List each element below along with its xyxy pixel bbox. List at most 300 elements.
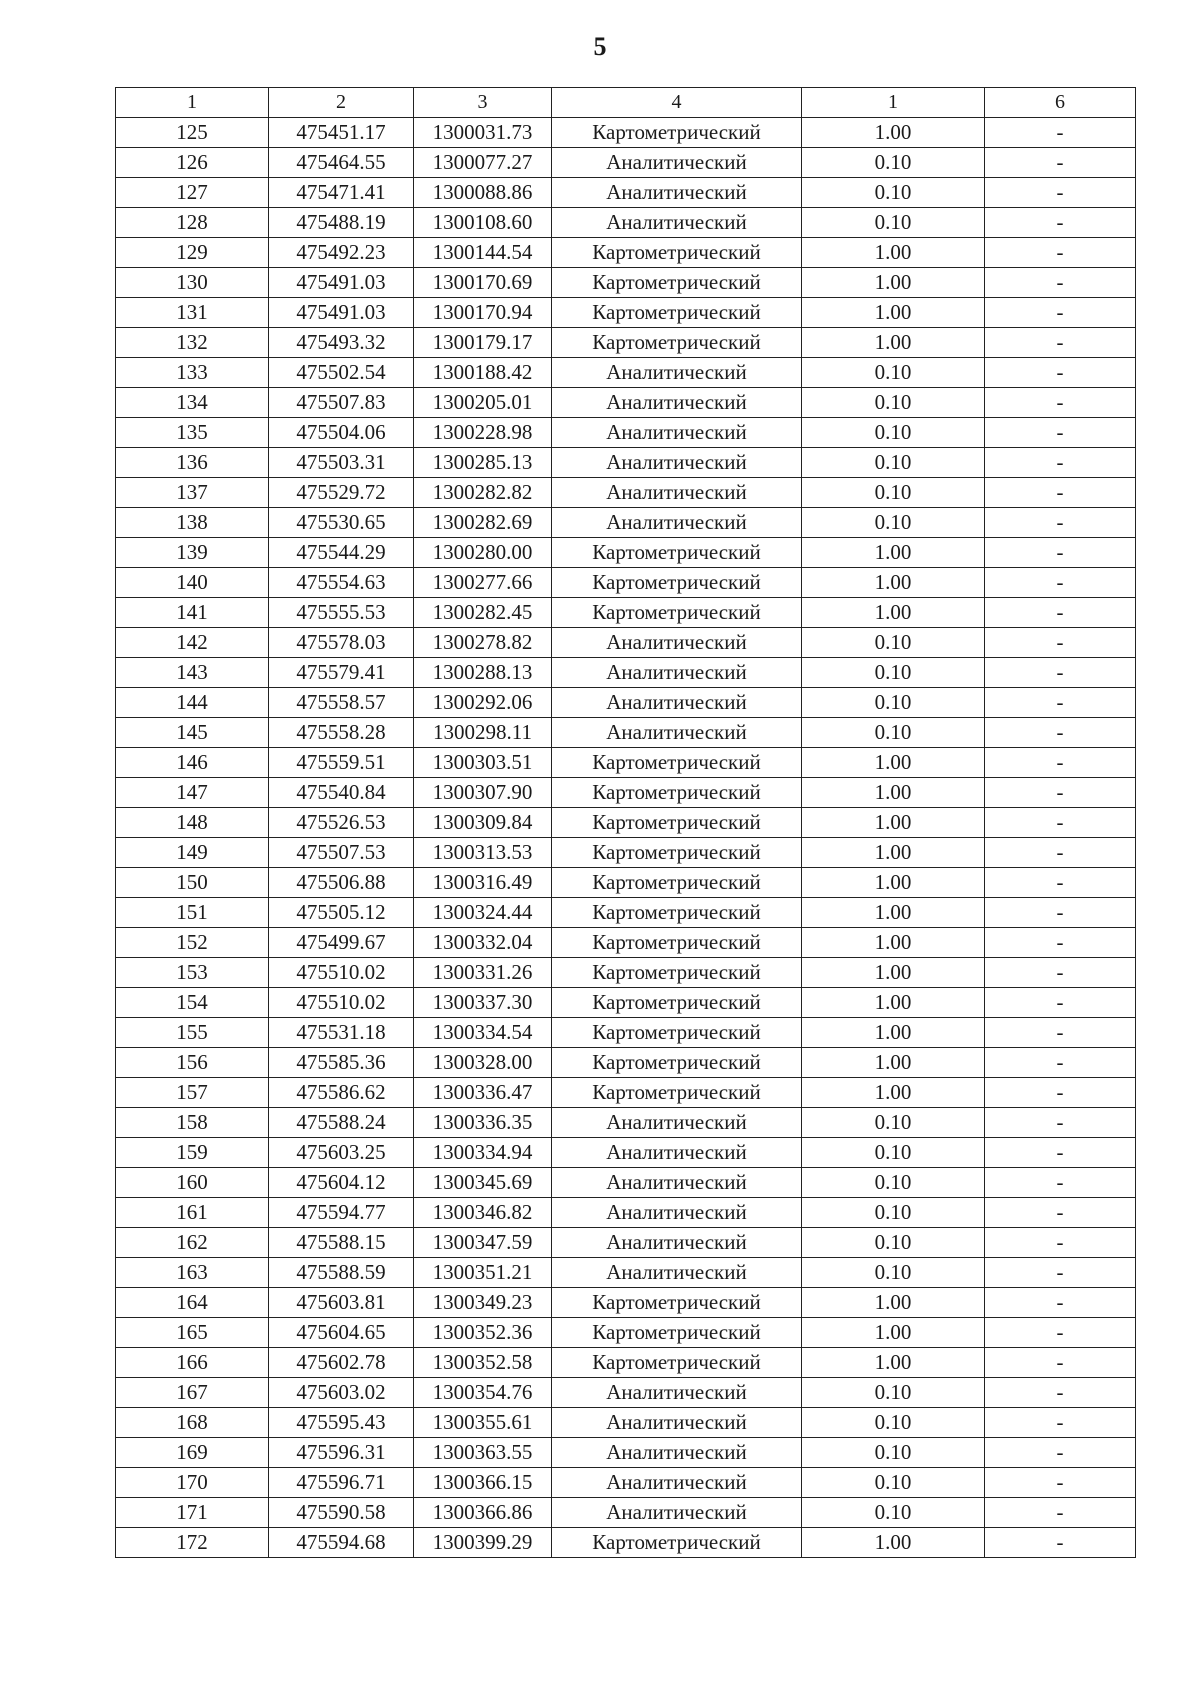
point-number-cell: 129 (116, 238, 269, 268)
table-row (116, 988, 1136, 1018)
x-coordinate-cell: 475491.03 (269, 298, 414, 328)
y-coordinate-cell: 1300324.44 (414, 898, 552, 928)
point-number-cell: 125 (116, 118, 269, 148)
x-coordinate-cell: 475604.65 (269, 1318, 414, 1348)
x-coordinate-cell: 475578.03 (269, 628, 414, 658)
x-coordinate-cell: 475510.02 (269, 958, 414, 988)
method-cell: Аналитический (552, 1138, 802, 1168)
method-cell: Аналитический (552, 1498, 802, 1528)
table-row (116, 1078, 1136, 1108)
y-coordinate-cell: 1300366.15 (414, 1468, 552, 1498)
x-coordinate-cell: 475507.53 (269, 838, 414, 868)
x-coordinate-cell: 475451.17 (269, 118, 414, 148)
table-row (116, 508, 1136, 538)
note-cell: - (985, 838, 1136, 868)
accuracy-cell: 0.10 (802, 718, 985, 748)
x-coordinate-cell: 475492.23 (269, 238, 414, 268)
point-number-cell: 138 (116, 508, 269, 538)
y-coordinate-cell: 1300292.06 (414, 688, 552, 718)
y-coordinate-cell: 1300349.23 (414, 1288, 552, 1318)
note-cell: - (985, 568, 1136, 598)
point-number-cell: 169 (116, 1438, 269, 1468)
x-coordinate-cell: 475493.32 (269, 328, 414, 358)
note-cell: - (985, 1018, 1136, 1048)
x-coordinate-cell: 475588.15 (269, 1228, 414, 1258)
y-coordinate-cell: 1300354.76 (414, 1378, 552, 1408)
method-cell: Аналитический (552, 418, 802, 448)
table-row (116, 298, 1136, 328)
y-coordinate-cell: 1300031.73 (414, 118, 552, 148)
note-cell: - (985, 688, 1136, 718)
method-cell: Аналитический (552, 1108, 802, 1138)
y-coordinate-cell: 1300345.69 (414, 1168, 552, 1198)
table-row (116, 268, 1136, 298)
y-coordinate-cell: 1300277.66 (414, 568, 552, 598)
table-row (116, 178, 1136, 208)
method-cell: Аналитический (552, 388, 802, 418)
accuracy-cell: 0.10 (802, 628, 985, 658)
note-cell: - (985, 118, 1136, 148)
x-coordinate-cell: 475603.25 (269, 1138, 414, 1168)
point-number-cell: 153 (116, 958, 269, 988)
y-coordinate-cell: 1300282.45 (414, 598, 552, 628)
x-coordinate-cell: 475558.28 (269, 718, 414, 748)
y-coordinate-cell: 1300282.69 (414, 508, 552, 538)
table-row (116, 358, 1136, 388)
table-row (116, 898, 1136, 928)
point-number-cell: 139 (116, 538, 269, 568)
table-row (116, 1258, 1136, 1288)
point-number-cell: 170 (116, 1468, 269, 1498)
accuracy-cell: 0.10 (802, 1198, 985, 1228)
note-cell: - (985, 418, 1136, 448)
y-coordinate-cell: 1300355.61 (414, 1408, 552, 1438)
x-coordinate-cell: 475506.88 (269, 868, 414, 898)
point-number-cell: 130 (116, 268, 269, 298)
y-coordinate-cell: 1300399.29 (414, 1528, 552, 1558)
y-coordinate-cell: 1300363.55 (414, 1438, 552, 1468)
x-coordinate-cell: 475596.31 (269, 1438, 414, 1468)
note-cell: - (985, 898, 1136, 928)
note-cell: - (985, 628, 1136, 658)
x-coordinate-cell: 475488.19 (269, 208, 414, 238)
method-cell: Картометрический (552, 868, 802, 898)
point-number-cell: 162 (116, 1228, 269, 1258)
table-row (116, 718, 1136, 748)
method-cell: Картометрический (552, 1078, 802, 1108)
accuracy-cell: 0.10 (802, 1108, 985, 1138)
x-coordinate-cell: 475504.06 (269, 418, 414, 448)
method-cell: Картометрический (552, 328, 802, 358)
y-coordinate-cell: 1300336.47 (414, 1078, 552, 1108)
x-coordinate-cell: 475503.31 (269, 448, 414, 478)
accuracy-cell: 1.00 (802, 748, 985, 778)
method-cell: Картометрический (552, 808, 802, 838)
accuracy-cell: 1.00 (802, 1318, 985, 1348)
accuracy-cell: 1.00 (802, 238, 985, 268)
point-number-cell: 158 (116, 1108, 269, 1138)
point-number-cell: 145 (116, 718, 269, 748)
x-coordinate-cell: 475531.18 (269, 1018, 414, 1048)
accuracy-cell: 1.00 (802, 868, 985, 898)
table-row (116, 1228, 1136, 1258)
accuracy-cell: 1.00 (802, 988, 985, 1018)
y-coordinate-cell: 1300336.35 (414, 1108, 552, 1138)
accuracy-cell: 1.00 (802, 568, 985, 598)
accuracy-cell: 0.10 (802, 508, 985, 538)
accuracy-cell: 1.00 (802, 838, 985, 868)
point-number-cell: 160 (116, 1168, 269, 1198)
point-number-cell: 144 (116, 688, 269, 718)
y-coordinate-cell: 1300346.82 (414, 1198, 552, 1228)
point-number-cell: 142 (116, 628, 269, 658)
method-cell: Аналитический (552, 1438, 802, 1468)
accuracy-cell: 0.10 (802, 388, 985, 418)
page-number: 5 (593, 32, 607, 61)
point-number-cell: 151 (116, 898, 269, 928)
note-cell: - (985, 298, 1136, 328)
y-coordinate-cell: 1300334.94 (414, 1138, 552, 1168)
table-row (116, 1438, 1136, 1468)
method-cell: Картометрический (552, 1528, 802, 1558)
y-coordinate-cell: 1300188.42 (414, 358, 552, 388)
method-cell: Аналитический (552, 1168, 802, 1198)
table-row (116, 118, 1136, 148)
x-coordinate-cell: 475594.77 (269, 1198, 414, 1228)
table-row (116, 628, 1136, 658)
table-row (116, 1408, 1136, 1438)
method-cell: Картометрический (552, 898, 802, 928)
y-coordinate-cell: 1300298.11 (414, 718, 552, 748)
note-cell: - (985, 988, 1136, 1018)
table-row (116, 328, 1136, 358)
method-cell: Аналитический (552, 478, 802, 508)
method-cell: Картометрический (552, 1348, 802, 1378)
method-cell: Аналитический (552, 1378, 802, 1408)
y-coordinate-cell: 1300347.59 (414, 1228, 552, 1258)
y-coordinate-cell: 1300352.36 (414, 1318, 552, 1348)
x-coordinate-cell: 475558.57 (269, 688, 414, 718)
accuracy-cell: 0.10 (802, 1228, 985, 1258)
method-cell: Картометрический (552, 748, 802, 778)
x-coordinate-cell: 475526.53 (269, 808, 414, 838)
method-cell: Аналитический (552, 178, 802, 208)
x-coordinate-cell: 475585.36 (269, 1048, 414, 1078)
accuracy-cell: 1.00 (802, 1288, 985, 1318)
y-coordinate-cell: 1300352.58 (414, 1348, 552, 1378)
point-number-cell: 128 (116, 208, 269, 238)
method-cell: Картометрический (552, 988, 802, 1018)
accuracy-cell: 0.10 (802, 688, 985, 718)
point-number-cell: 132 (116, 328, 269, 358)
table-body (116, 118, 1136, 1558)
x-coordinate-cell: 475603.02 (269, 1378, 414, 1408)
note-cell: - (985, 1078, 1136, 1108)
method-cell: Картометрический (552, 118, 802, 148)
x-coordinate-cell: 475530.65 (269, 508, 414, 538)
point-number-cell: 136 (116, 448, 269, 478)
accuracy-cell: 0.10 (802, 1438, 985, 1468)
table-row (116, 1018, 1136, 1048)
column-header: 1 (116, 88, 269, 118)
point-number-cell: 143 (116, 658, 269, 688)
note-cell: - (985, 1048, 1136, 1078)
accuracy-cell: 0.10 (802, 478, 985, 508)
method-cell: Картометрический (552, 928, 802, 958)
y-coordinate-cell: 1300337.30 (414, 988, 552, 1018)
accuracy-cell: 0.10 (802, 1378, 985, 1408)
accuracy-cell: 0.10 (802, 1408, 985, 1438)
method-cell: Картометрический (552, 598, 802, 628)
table-row (116, 388, 1136, 418)
accuracy-cell: 0.10 (802, 358, 985, 388)
x-coordinate-cell: 475595.43 (269, 1408, 414, 1438)
point-number-cell: 152 (116, 928, 269, 958)
y-coordinate-cell: 1300205.01 (414, 388, 552, 418)
note-cell: - (985, 1198, 1136, 1228)
accuracy-cell: 0.10 (802, 418, 985, 448)
note-cell: - (985, 1288, 1136, 1318)
point-number-cell: 140 (116, 568, 269, 598)
note-cell: - (985, 1108, 1136, 1138)
x-coordinate-cell: 475559.51 (269, 748, 414, 778)
point-number-cell: 148 (116, 808, 269, 838)
note-cell: - (985, 778, 1136, 808)
table-row (116, 1168, 1136, 1198)
point-number-cell: 154 (116, 988, 269, 1018)
column-header: 1 (802, 88, 985, 118)
note-cell: - (985, 268, 1136, 298)
note-cell: - (985, 1498, 1136, 1528)
point-number-cell: 155 (116, 1018, 269, 1048)
note-cell: - (985, 358, 1136, 388)
accuracy-cell: 1.00 (802, 1078, 985, 1108)
note-cell: - (985, 328, 1136, 358)
method-cell: Аналитический (552, 688, 802, 718)
x-coordinate-cell: 475604.12 (269, 1168, 414, 1198)
x-coordinate-cell: 475588.24 (269, 1108, 414, 1138)
y-coordinate-cell: 1300351.21 (414, 1258, 552, 1288)
table-row (116, 418, 1136, 448)
note-cell: - (985, 718, 1136, 748)
point-number-cell: 165 (116, 1318, 269, 1348)
accuracy-cell: 1.00 (802, 268, 985, 298)
y-coordinate-cell: 1300170.69 (414, 268, 552, 298)
table-row (116, 1498, 1136, 1528)
point-number-cell: 131 (116, 298, 269, 328)
y-coordinate-cell: 1300088.86 (414, 178, 552, 208)
y-coordinate-cell: 1300316.49 (414, 868, 552, 898)
x-coordinate-cell: 475540.84 (269, 778, 414, 808)
table-row (116, 448, 1136, 478)
table-row (116, 688, 1136, 718)
x-coordinate-cell: 475491.03 (269, 268, 414, 298)
accuracy-cell: 1.00 (802, 808, 985, 838)
method-cell: Картометрический (552, 1048, 802, 1078)
y-coordinate-cell: 1300313.53 (414, 838, 552, 868)
accuracy-cell: 1.00 (802, 1048, 985, 1078)
note-cell: - (985, 508, 1136, 538)
accuracy-cell: 0.10 (802, 178, 985, 208)
y-coordinate-cell: 1300328.00 (414, 1048, 552, 1078)
y-coordinate-cell: 1300309.84 (414, 808, 552, 838)
accuracy-cell: 0.10 (802, 448, 985, 478)
method-cell: Аналитический (552, 658, 802, 688)
point-number-cell: 149 (116, 838, 269, 868)
x-coordinate-cell: 475529.72 (269, 478, 414, 508)
method-cell: Картометрический (552, 958, 802, 988)
y-coordinate-cell: 1300077.27 (414, 148, 552, 178)
table-row (116, 1048, 1136, 1078)
table-row (116, 598, 1136, 628)
x-coordinate-cell: 475590.58 (269, 1498, 414, 1528)
method-cell: Аналитический (552, 1408, 802, 1438)
table-row (116, 1138, 1136, 1168)
method-cell: Аналитический (552, 1258, 802, 1288)
method-cell: Аналитический (552, 448, 802, 478)
note-cell: - (985, 538, 1136, 568)
method-cell: Аналитический (552, 1228, 802, 1258)
note-cell: - (985, 1168, 1136, 1198)
y-coordinate-cell: 1300282.82 (414, 478, 552, 508)
table-row (116, 1108, 1136, 1138)
accuracy-cell: 0.10 (802, 1498, 985, 1528)
note-cell: - (985, 1138, 1136, 1168)
note-cell: - (985, 1528, 1136, 1558)
point-number-cell: 150 (116, 868, 269, 898)
note-cell: - (985, 658, 1136, 688)
y-coordinate-cell: 1300278.82 (414, 628, 552, 658)
x-coordinate-cell: 475464.55 (269, 148, 414, 178)
table-row (116, 478, 1136, 508)
method-cell: Аналитический (552, 208, 802, 238)
column-header: 4 (552, 88, 802, 118)
note-cell: - (985, 1318, 1136, 1348)
x-coordinate-cell: 475544.29 (269, 538, 414, 568)
note-cell: - (985, 478, 1136, 508)
note-cell: - (985, 148, 1136, 178)
note-cell: - (985, 388, 1136, 418)
table-row (116, 1348, 1136, 1378)
y-coordinate-cell: 1300366.86 (414, 1498, 552, 1528)
x-coordinate-cell: 475603.81 (269, 1288, 414, 1318)
coordinates-table (115, 87, 1136, 1558)
point-number-cell: 135 (116, 418, 269, 448)
method-cell: Аналитический (552, 718, 802, 748)
method-cell: Картометрический (552, 268, 802, 298)
x-coordinate-cell: 475579.41 (269, 658, 414, 688)
y-coordinate-cell: 1300303.51 (414, 748, 552, 778)
method-cell: Картометрический (552, 1018, 802, 1048)
accuracy-cell: 1.00 (802, 1018, 985, 1048)
x-coordinate-cell: 475507.83 (269, 388, 414, 418)
note-cell: - (985, 1408, 1136, 1438)
method-cell: Аналитический (552, 358, 802, 388)
accuracy-cell: 1.00 (802, 778, 985, 808)
y-coordinate-cell: 1300332.04 (414, 928, 552, 958)
y-coordinate-cell: 1300331.26 (414, 958, 552, 988)
table-row (116, 958, 1136, 988)
accuracy-cell: 1.00 (802, 298, 985, 328)
x-coordinate-cell: 475602.78 (269, 1348, 414, 1378)
note-cell: - (985, 238, 1136, 268)
header-row (116, 88, 1136, 118)
method-cell: Картометрический (552, 1288, 802, 1318)
note-cell: - (985, 928, 1136, 958)
point-number-cell: 134 (116, 388, 269, 418)
method-cell: Картометрический (552, 778, 802, 808)
x-coordinate-cell: 475594.68 (269, 1528, 414, 1558)
method-cell: Картометрический (552, 838, 802, 868)
method-cell: Аналитический (552, 148, 802, 178)
accuracy-cell: 0.10 (802, 1168, 985, 1198)
table-row (116, 838, 1136, 868)
method-cell: Картометрический (552, 298, 802, 328)
method-cell: Картометрический (552, 238, 802, 268)
table-row (116, 1468, 1136, 1498)
method-cell: Аналитический (552, 508, 802, 538)
accuracy-cell: 1.00 (802, 118, 985, 148)
x-coordinate-cell: 475499.67 (269, 928, 414, 958)
table-row (116, 658, 1136, 688)
x-coordinate-cell: 475586.62 (269, 1078, 414, 1108)
y-coordinate-cell: 1300288.13 (414, 658, 552, 688)
x-coordinate-cell: 475588.59 (269, 1258, 414, 1288)
accuracy-cell: 0.10 (802, 658, 985, 688)
point-number-cell: 147 (116, 778, 269, 808)
x-coordinate-cell: 475471.41 (269, 178, 414, 208)
point-number-cell: 163 (116, 1258, 269, 1288)
column-header: 6 (985, 88, 1136, 118)
point-number-cell: 166 (116, 1348, 269, 1378)
note-cell: - (985, 448, 1136, 478)
point-number-cell: 159 (116, 1138, 269, 1168)
accuracy-cell: 0.10 (802, 1138, 985, 1168)
y-coordinate-cell: 1300280.00 (414, 538, 552, 568)
method-cell: Картометрический (552, 568, 802, 598)
point-number-cell: 141 (116, 598, 269, 628)
note-cell: - (985, 1348, 1136, 1378)
x-coordinate-cell: 475505.12 (269, 898, 414, 928)
y-coordinate-cell: 1300334.54 (414, 1018, 552, 1048)
point-number-cell: 156 (116, 1048, 269, 1078)
column-header: 2 (269, 88, 414, 118)
note-cell: - (985, 208, 1136, 238)
method-cell: Аналитический (552, 1468, 802, 1498)
point-number-cell: 157 (116, 1078, 269, 1108)
table-row (116, 1198, 1136, 1228)
accuracy-cell: 1.00 (802, 598, 985, 628)
accuracy-cell: 0.10 (802, 208, 985, 238)
accuracy-cell: 1.00 (802, 898, 985, 928)
note-cell: - (985, 1468, 1136, 1498)
point-number-cell: 127 (116, 178, 269, 208)
y-coordinate-cell: 1300179.17 (414, 328, 552, 358)
note-cell: - (985, 1228, 1136, 1258)
note-cell: - (985, 598, 1136, 628)
table-row (116, 238, 1136, 268)
accuracy-cell: 1.00 (802, 328, 985, 358)
accuracy-cell: 0.10 (802, 1468, 985, 1498)
y-coordinate-cell: 1300170.94 (414, 298, 552, 328)
table-row (116, 148, 1136, 178)
accuracy-cell: 0.10 (802, 1258, 985, 1288)
table-row (116, 538, 1136, 568)
method-cell: Картометрический (552, 538, 802, 568)
x-coordinate-cell: 475555.53 (269, 598, 414, 628)
x-coordinate-cell: 475554.63 (269, 568, 414, 598)
point-number-cell: 168 (116, 1408, 269, 1438)
